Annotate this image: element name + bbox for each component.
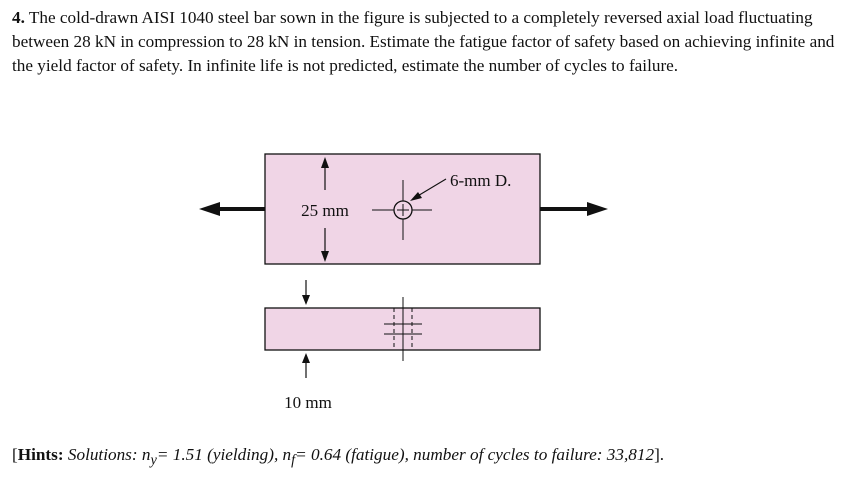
width-label: 25 mm bbox=[301, 201, 349, 220]
hint-ny-symbol: n bbox=[141, 445, 151, 464]
left-load-arrow bbox=[199, 202, 265, 216]
hint-label: Hints: bbox=[17, 445, 64, 464]
problem-text: The cold-drawn AISI 1040 steel bar sown in the figure is subjected to a completely reversed axial load fluctuating between 28 kN in compression to 28 kN in tension. Estimate the fatigue factor of safety based on achieving infinite and the yield factor of safety. In infinite life is not predicted, estimate the number of cycles to failure. bbox=[12, 8, 835, 75]
hint-nf-sub: f bbox=[291, 452, 296, 469]
hint-nf-value: = 0.64 (fatigue), number of cycles to failure: 33,812 bbox=[295, 445, 655, 464]
hint-ny-sub: y bbox=[150, 452, 157, 469]
hint-line bbox=[12, 443, 664, 472]
hole-label: 6-mm D. bbox=[450, 171, 512, 190]
problem-number: 4. bbox=[12, 8, 25, 27]
hint-solutions-label: Solutions: bbox=[67, 445, 138, 464]
thickness-label: 10 mm bbox=[284, 393, 332, 412]
hint-ny-value: = 1.51 (yielding), bbox=[156, 445, 279, 464]
hint-close-bracket: ]. bbox=[654, 445, 665, 464]
hint-nf-symbol: n bbox=[282, 445, 292, 464]
hint-open-bracket: [ bbox=[12, 445, 18, 464]
right-load-arrow bbox=[540, 202, 608, 216]
